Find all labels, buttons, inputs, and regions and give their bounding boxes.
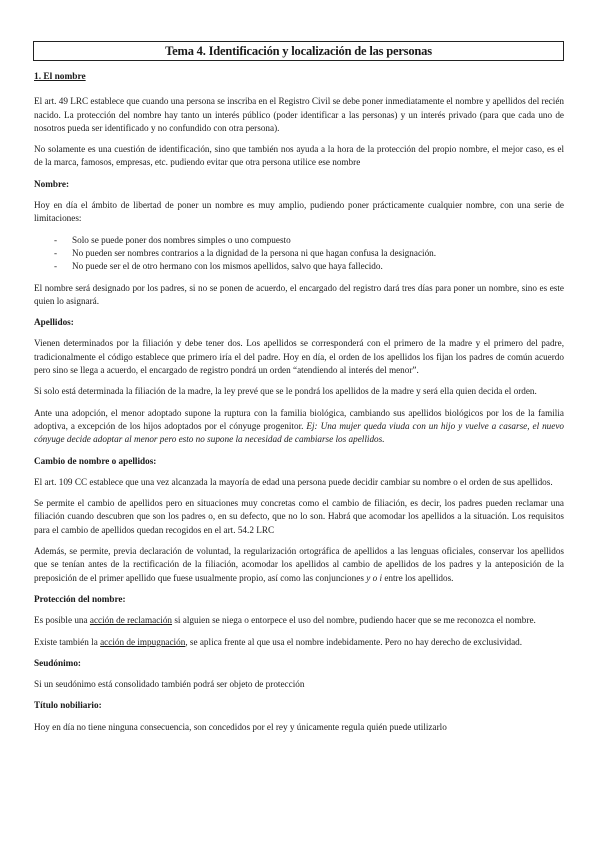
term-accion-reclamacion: acción de reclamación	[89, 615, 173, 626]
paragraph: Si un seudónimo está consolidado también podrá ser objeto de protección	[34, 679, 305, 690]
subheading-cambio: Cambio de nombre o apellidos:	[34, 455, 157, 466]
list-item: - No puede ser el de otro hermano con los mismos apellidos, salvo que haya fallecido.	[54, 260, 564, 273]
subheading-proteccion: Protección del nombre:	[34, 593, 126, 604]
paragraph: Vienen determinados por la filiación y debe tener dos. Los apellidos se corresponderá con el primero de la madre y el primero del padre, tradicionalmente el código establece que primero iría el del padre. Hoy en día, el orden de los apellidos los fijan los padres de común acuerdo pero sino se llega a acuerdo, el encargado de registro pondrá un orden “atendiendo al interés del menor”.	[34, 338, 564, 376]
paragraph: Hoy en día el ámbito de libertad de poner un nombre es muy amplio, pudiendo poner prácticamente cualquier nombre, con una serie de limitaciones:	[34, 200, 564, 224]
limitations-list	[34, 234, 564, 274]
paragraph: Existe también la acción de impugnación, se aplica frente al que usa el nombre indebidamente. Pero no hay derecho de exclusividad.	[34, 636, 523, 647]
page-title: Tema 4. Identificación y localización de las personas	[33, 41, 564, 61]
paragraph: Además, se permite, previa declaración de voluntad, la regularización ortográfica de apellidos a las lenguas oficiales, conservar los apellidos que se tenían antes de la rectificación de la filiación, acomodar los apellidos al cambio de apellidos de los padres y la anteposición de la preposición de el primer apellido que fuese usualmente propio, así como las conjunciones y o i entre los apellidos.	[34, 546, 564, 583]
example-text: Ej: Una mujer queda viuda con un hijo y vuelve a casarse, el nuevo cónyuge decide adoptar al menor pero esto no supone la necesidad de cambiarse los apellidos.	[34, 420, 565, 445]
subheading-nombre: Nombre:	[34, 178, 70, 189]
paragraph: El nombre será designado por los padres, si no se ponen de acuerdo, el encargado del registro dará tres días para poner un nombre, sino es este quien lo asignará.	[34, 282, 564, 306]
paragraph: Ante una adopción, el menor adoptado supone la ruptura con la familia biológica, cambiando sus apellidos biológicos por los de la familia adoptiva, a excepción de los hijos adoptados por el cónyuge progenitor. Ej: Una mujer queda viuda con un hijo y vuelve a casarse, el nuevo cónyuge decide adoptar al menor pero esto no supone la necesidad de cambiarse los apellidos.	[34, 407, 565, 445]
term-accion-impugnacion: acción de impugnación	[100, 636, 186, 647]
document-body	[34, 71, 564, 734]
paragraph: Si solo está determinada la filiación de la madre, la ley prevé que se le pondrá los apellidos de la madre y será ella quien decida el orden.	[34, 386, 537, 397]
paragraph: Hoy en día no tiene ninguna consecuencia, son concedidos por el rey y únicamente regula quién puede utilizarlo	[34, 721, 447, 732]
paragraph: Es posible una acción de reclamación si alguien se niega o entorpece el uso del nombre, pudiendo hacer que se me reconozca el nombre.	[34, 615, 536, 626]
list-item: - Solo se puede poner dos nombres simples o uno compuesto	[54, 234, 564, 247]
paragraph: El art. 49 LRC establece que cuando una persona se inscriba en el Registro Civil se debe poner inmediatamente el nombre y apellidos del recién nacido. La protección del nombre hay tanto un interés público (poder identificar a las personas) y un interés privado (para que cada uno de nosotros pueda ser identificado y no confundido con otra persona).	[34, 96, 564, 133]
section-heading-nombre: 1. El nombre	[34, 72, 86, 82]
subheading-apellidos: Apellidos:	[34, 317, 74, 328]
list-item: - No pueden ser nombres contrarios a la dignidad de la persona ni que hagan confusa la designación.	[54, 247, 564, 260]
paragraph: Se permite el cambio de apellidos pero en situaciones muy concretas como el cambio de filiación, es decir, los padres pueden reclamar una filiación cuando descubren que son los padres o, en su defecto, que no lo son. Habrá que acomodar los apellidos a la situación. Los requisitos para el cambio de apellidos quedan recogidos en el art. 54.2 LRC	[34, 498, 564, 535]
subheading-titulo: Título nobiliario:	[34, 700, 102, 711]
paragraph: El art. 109 CC establece que una vez alcanzada la mayoría de edad una persona puede decidir cambiar su nombre o el orden de sus apellidos.	[34, 476, 553, 487]
subheading-seudonimo: Seudónimo:	[34, 657, 81, 668]
paragraph: No solamente es una cuestión de identificación, sino que también nos ayuda a la hora de la protección del propio nombre, el mejor caso, es el de la marca, famosos, empresas, etc. pudiendo evitar que otra persona utilice ese nombre	[34, 144, 564, 168]
